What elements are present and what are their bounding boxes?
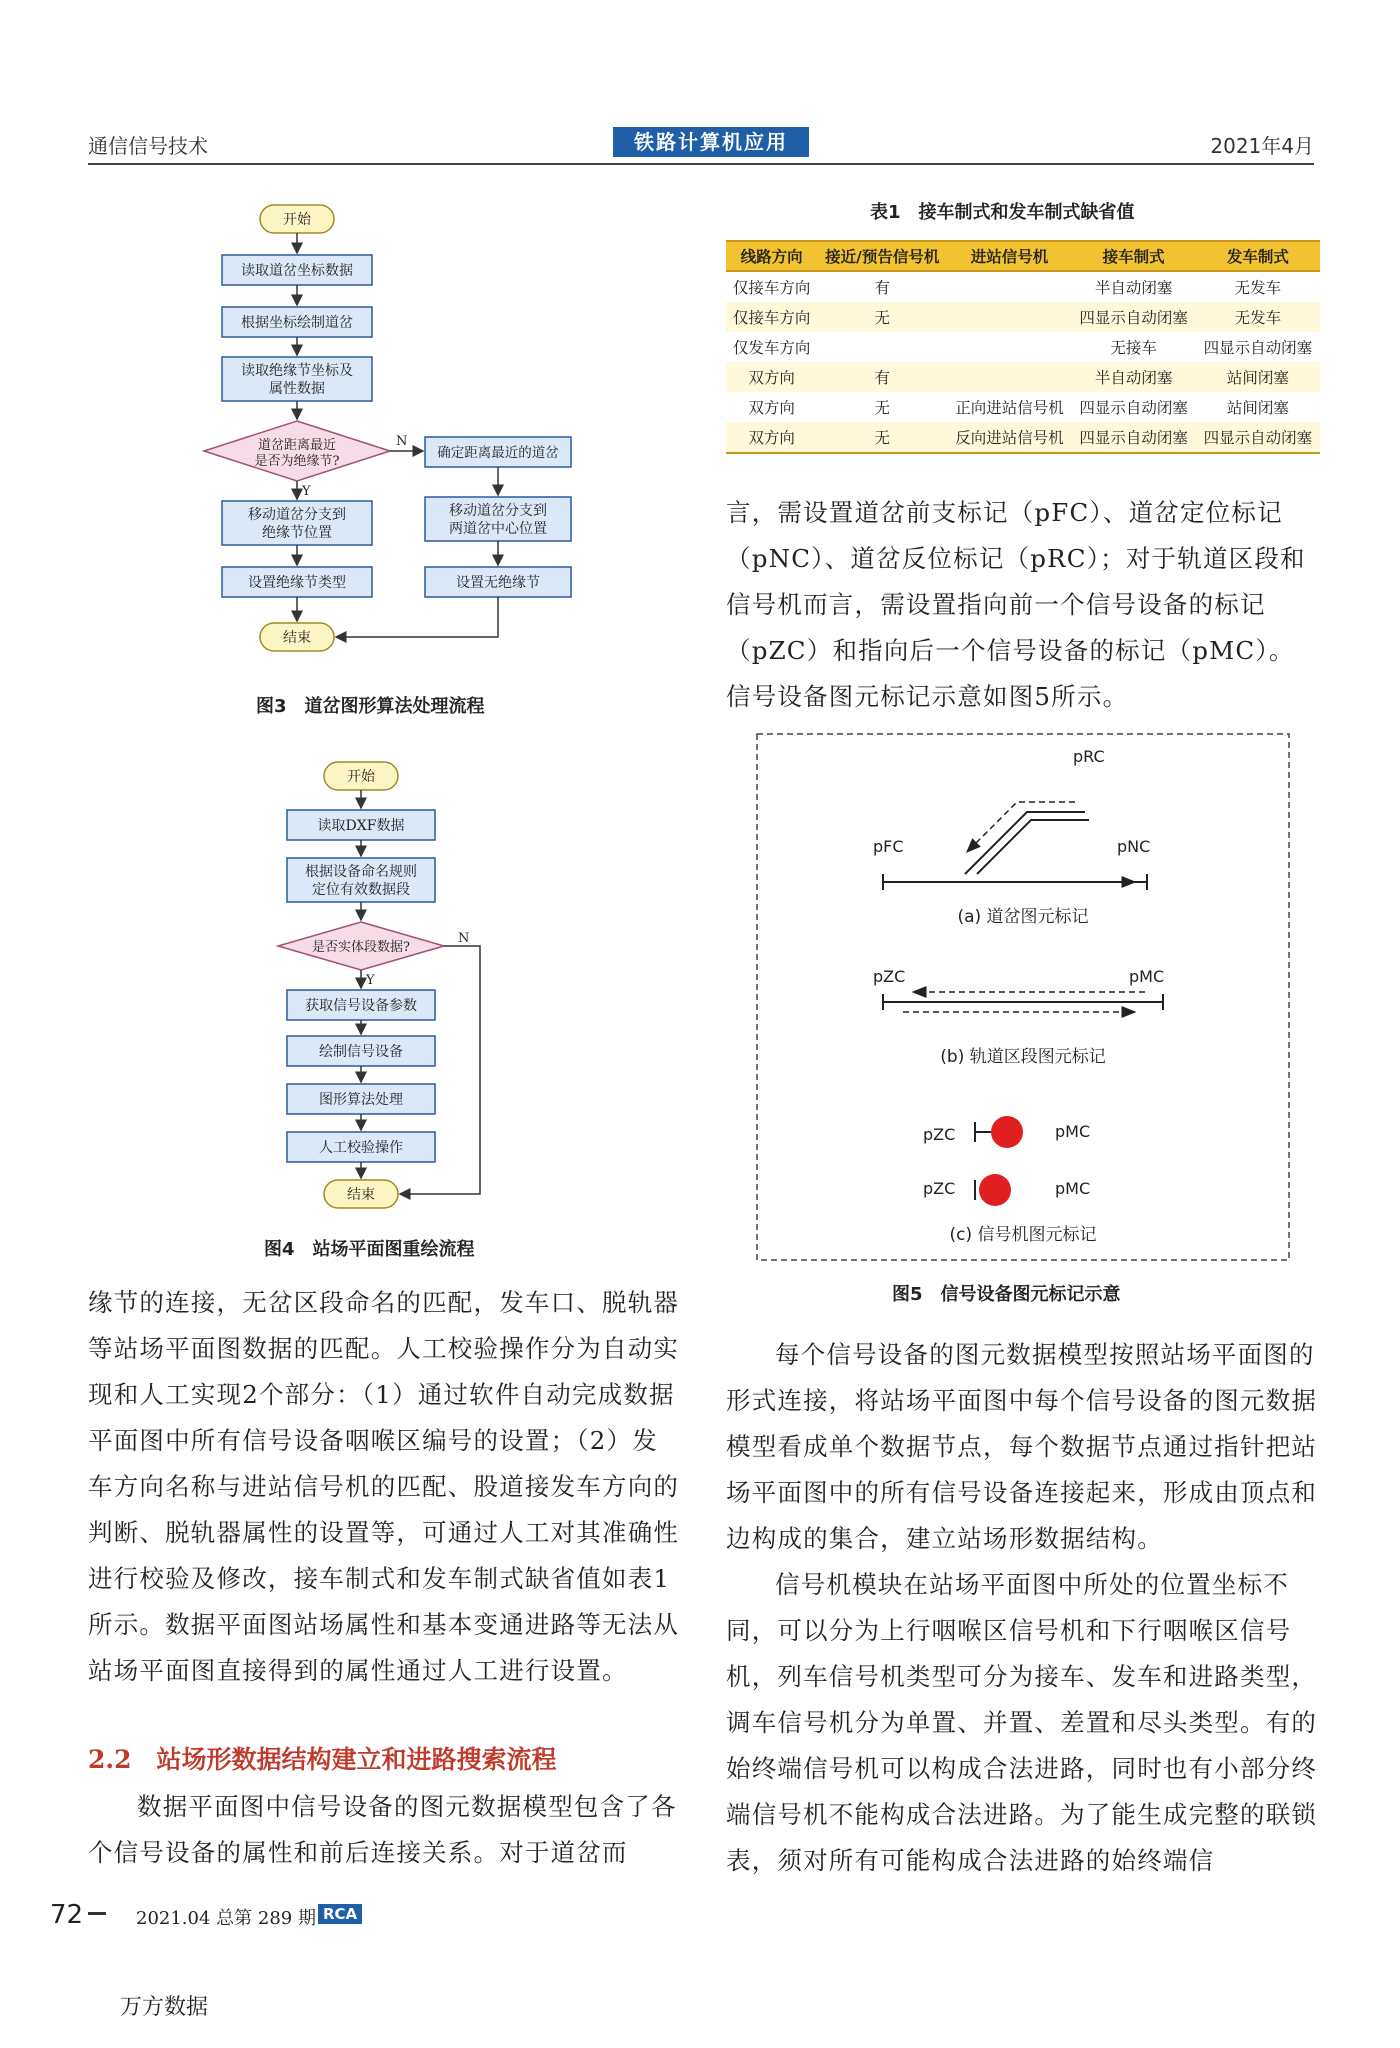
- table-cell: 无接车: [1110, 339, 1157, 357]
- table-cell: 正向进站信号机: [955, 399, 1064, 417]
- fig5a-pFC-label: pFC: [873, 837, 904, 856]
- right-paragraph-1: 言，需设置道岔前支标记（pFC）、道岔定位标记（pNC）、道岔反位标记（pRC）；对于轨道区段和信号机而言，需设置指向前一个信号设备的标记（pZC）和指向后一个信号设备的标记（pMC）。信号设备图元标记示意如图5所示。: [726, 498, 1306, 711]
- fig5a-pRC-label: pRC: [1073, 747, 1105, 766]
- table-1-title: 表1 接车制式和发车制式缺省值: [870, 202, 1135, 223]
- table-cell: 四显示自动闭塞: [1079, 399, 1188, 417]
- table-cell: [947, 362, 1071, 392]
- table-cell: 四显示自动闭塞: [1196, 422, 1320, 453]
- fig4-step1-text: 读取DXF数据: [317, 818, 405, 834]
- fig4-step3-text: 获取信号设备参数: [305, 998, 417, 1014]
- table-row: [726, 392, 1320, 422]
- fig5a-pNC-label: pNC: [1117, 837, 1151, 856]
- header-journal-title: 铁路计算机应用: [613, 127, 809, 157]
- fig5c-pZC-label-2: pZC: [923, 1179, 956, 1198]
- fig5c-pZC-label-1: pZC: [923, 1125, 956, 1144]
- fig4-decision-text: 是否实体段数据?: [312, 940, 410, 955]
- header-date: 2021年4月: [1210, 134, 1314, 158]
- header-journal-section: 通信信号技术: [88, 134, 208, 158]
- fig5b-caption: (b) 轨道区段图元标记: [940, 1047, 1106, 1067]
- fig4-step2-text-1: 根据设备命名规则: [305, 864, 417, 880]
- fig3-decision-text-2: 是否为绝缘节?: [254, 454, 340, 469]
- fig4-step6-text: 人工校验操作: [319, 1140, 403, 1156]
- fig3-no2-text-1: 移动道岔分支到: [449, 503, 547, 519]
- fig4-step5-text: 图形算法处理: [319, 1092, 403, 1108]
- fig3-no3-text: 设置无绝缘节: [456, 575, 540, 591]
- table-cell: 站间闭塞: [1196, 362, 1320, 392]
- signal-icon-1: [991, 1116, 1023, 1148]
- fig5c-pMC-label-2: pMC: [1055, 1179, 1091, 1198]
- table-row: [726, 271, 1320, 302]
- fig4-end-text: 结束: [347, 1187, 375, 1203]
- fig3-yes1-text-2: 绝缘节位置: [262, 525, 332, 541]
- fig5c-caption: (c) 信号机图元标记: [949, 1225, 1097, 1245]
- table-cell: 无: [817, 422, 947, 453]
- fig5-frame: [757, 734, 1289, 1260]
- fig4-n-label: N: [458, 931, 470, 946]
- table-1-grid: [726, 240, 1320, 454]
- table-cell: 仅接车方向: [726, 302, 817, 332]
- table-cell: 双方向: [726, 422, 817, 453]
- fig4-y-label: Y: [366, 973, 375, 988]
- figure-5-diagram: [755, 732, 1291, 1262]
- table-1: [726, 240, 1320, 454]
- fig5a-branch-track: [965, 812, 1085, 874]
- table-1-header-cell: 接近/预告信号机: [817, 241, 947, 271]
- right-column-text-1: [726, 490, 1320, 720]
- fig3-yes1-text-1: 移动道岔分支到: [248, 507, 346, 523]
- figure-4-caption: 图4 站场平面图重绘流程: [264, 1239, 475, 1260]
- fig5b-pMC-label: pMC: [1129, 967, 1165, 986]
- header-rule: [88, 163, 1314, 165]
- table-row: [726, 362, 1320, 392]
- left-column-text-2: [88, 1784, 680, 1876]
- table-1-body: [726, 271, 1320, 453]
- right-column-text-2: [726, 1332, 1320, 1884]
- left-paragraph-2: 数据平面图中信号设备的图元数据模型包含了各个信号设备的属性和前后连接关系。对于道岔而: [88, 1792, 677, 1867]
- figure-3-flowchart: [200, 195, 600, 675]
- footer-rule-mark: [88, 1912, 106, 1915]
- fig3-no2-text-2: 两道岔中心位置: [449, 521, 547, 537]
- table-cell: 无发车: [1196, 302, 1320, 332]
- table-cell: 站间闭塞: [1226, 399, 1289, 417]
- table-cell: 半自动闭塞: [1094, 279, 1173, 297]
- table-1-header-cell: 进站信号机: [947, 241, 1071, 271]
- signal-icon-2: [979, 1174, 1011, 1206]
- fig3-start-text: 开始: [283, 212, 311, 228]
- right-paragraph-3: 信号机模块在站场平面图中所处的位置坐标不同，可以分为上行咽喉区信号机和下行咽喉区信号机，列车信号机类型可分为接车、发车和进路类型，调车信号机分为单置、并置、差置和尽头类型。有的始终端信号机可以构成合法进路，同时也有小部分终端信号机不能构成合法进路。为了能生成完整的联锁表，须对所有可能构成合法进路的始终端信: [726, 1570, 1318, 1875]
- table-cell: [947, 302, 1071, 332]
- table-cell: 无: [874, 399, 891, 417]
- table-1-header-cell: 接车制式: [1072, 241, 1196, 271]
- table-cell: 反向进站信号机: [947, 422, 1071, 453]
- table-cell: 无: [817, 302, 947, 332]
- fig3-y-label: Y: [302, 484, 311, 499]
- fig4-step2-text-2: 定位有效数据段: [312, 882, 410, 898]
- table-cell: [947, 271, 1071, 302]
- right-paragraph-2: 每个信号设备的图元数据模型按照站场平面图的形式连接，将站场平面图中每个信号设备的图元数据模型看成单个数据节点，每个数据节点通过指针把站场平面图中的所有信号设备连接起来，形成由顶点和边构成的集合，建立站场形数据结构。: [726, 1340, 1318, 1553]
- table-row: [726, 332, 1320, 362]
- figure-3-caption: 图3 道岔图形算法处理流程: [256, 696, 485, 717]
- table-1-header-cell: 发车制式: [1196, 241, 1320, 271]
- fig5c-pMC-label-1: pMC: [1055, 1122, 1091, 1141]
- table-1-header-row: [726, 241, 1320, 271]
- footer-issue: 2021.04 总第 289 期: [136, 1908, 316, 1929]
- left-column-text-1: [88, 1280, 680, 1694]
- table-cell: 有: [817, 362, 947, 392]
- page-number: 72: [50, 1900, 84, 1930]
- table-cell: [947, 332, 1071, 362]
- table-cell: 四显示自动闭塞: [1072, 422, 1196, 453]
- table-cell: [817, 332, 947, 362]
- table-cell: 无发车: [1234, 279, 1282, 297]
- watermark-wanfang: 万方数据: [120, 1995, 209, 2020]
- fig3-step3-text-1: 读取绝缘节坐标及: [241, 363, 353, 379]
- table-cell: 有: [874, 279, 891, 297]
- fig3-decision-text-1: 道岔距离最近: [257, 438, 337, 453]
- table-cell: 仅接车方向: [732, 279, 811, 297]
- table-cell: 四显示自动闭塞: [1072, 302, 1196, 332]
- table-cell: 仅发车方向: [732, 339, 811, 357]
- footer-rca-text: RCA: [318, 1904, 362, 1924]
- fig3-step1-text: 读取道岔坐标数据: [241, 263, 353, 279]
- section-heading-2-2: 2.2 站场形数据结构建立和进路搜索流程: [88, 1745, 557, 1774]
- fig3-n-label: N: [396, 434, 408, 449]
- table-cell: 双方向: [726, 362, 817, 392]
- fig3-end-text: 结束: [283, 630, 311, 646]
- table-1-header-cell: 线路方向: [726, 241, 817, 271]
- left-paragraph-1: 缘节的连接，无岔区段命名的匹配，发车口、脱轨器等站场平面图数据的匹配。人工校验操作分为自动实现和人工实现2个部分：（1）通过软件自动完成数据平面图中所有信号设备咽喉区编号的设置；（2）发车方向名称与进站信号机的匹配、股道接发车方向的判断、脱轨器属性的设置等，可通过人工对其准确性进行校验及修改，接车制式和发车制式缺省值如表1所示。数据平面图站场属性和基本变通进路等无法从站场平面图直接得到的属性通过人工进行设置。: [88, 1288, 680, 1685]
- fig3-no1-text: 确定距离最近的道岔: [437, 445, 559, 461]
- fig5b-pZC-label: pZC: [873, 967, 906, 986]
- fig3-step3-text-2: 属性数据: [269, 381, 325, 397]
- fig4-step4-text: 绘制信号设备: [319, 1044, 403, 1060]
- table-cell: 半自动闭塞: [1072, 362, 1196, 392]
- table-cell: 四显示自动闭塞: [1203, 339, 1313, 357]
- table-row: [726, 302, 1320, 332]
- figure-4-flowchart: [260, 756, 500, 1226]
- fig3-yes2-text: 设置绝缘节类型: [248, 575, 346, 591]
- fig4-start-text: 开始: [347, 769, 375, 785]
- figure-5-caption: 图5 信号设备图元标记示意: [892, 1284, 1121, 1305]
- footer-rca-badge: [318, 1904, 362, 1923]
- table-row: [726, 422, 1320, 453]
- table-cell: 双方向: [748, 399, 795, 417]
- fig3-step2-text: 根据坐标绘制道岔: [241, 315, 353, 331]
- fig5a-caption: (a) 道岔图元标记: [957, 907, 1089, 927]
